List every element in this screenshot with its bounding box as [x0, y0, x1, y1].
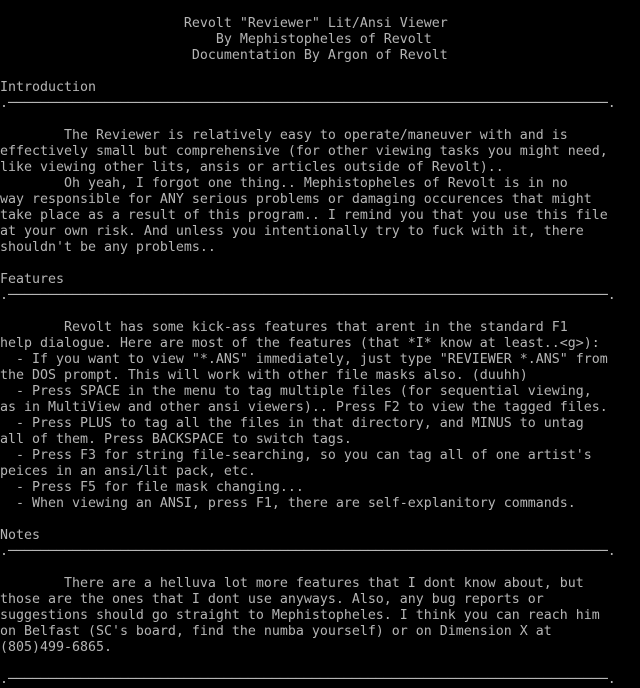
doc-title-line: Revolt "Reviewer" Lit/Ansi Viewer: [0, 16, 448, 31]
feature-list-line: - Press SPACE in the menu to tag multiple files (for sequential viewing,: [0, 384, 592, 399]
feature-list-line: - Press F5 for file mask changing...: [0, 480, 304, 495]
section-divider: .───────────────────────────────────────────────────────────────────────────.: [0, 288, 616, 303]
feature-list-line: the DOS prompt. This will work with other file masks also. (duuhh): [0, 368, 528, 383]
blank-line: [0, 112, 640, 128]
section-heading-notes: Notes: [0, 528, 40, 543]
blank-line: [0, 304, 640, 320]
feature-list-line: - Press PLUS to tag all the files in that directory, and MINUS to untag: [0, 416, 584, 431]
section-divider: .───────────────────────────────────────────────────────────────────────────.: [0, 96, 616, 111]
blank-line: [0, 256, 640, 272]
paragraph-line: take place as a result of this program.. I remind you that you use this file: [0, 208, 608, 223]
paragraph-line: way responsible for ANY serious problems or damaging occurences that might: [0, 192, 592, 207]
feature-list-line: - Press F3 for string file-searching, so you can tag all of one artist's: [0, 448, 592, 463]
paragraph-line: help dialogue. Here are most of the features (that *I* know at least..<g>):: [0, 336, 600, 351]
blank-line: [0, 64, 640, 80]
blank-line: [0, 560, 640, 576]
feature-list-line: - If you want to view "*.ANS" immediately, just type "REVIEWER *.ANS" from: [0, 352, 608, 367]
section-divider: .───────────────────────────────────────────────────────────────────────────.: [0, 544, 616, 559]
paragraph-line: There are a helluva lot more features that I dont know about, but: [0, 576, 584, 591]
doc-credit-line: Documentation By Argon of Revolt: [0, 48, 448, 63]
feature-list-line: all of them. Press BACKSPACE to switch tags.: [0, 432, 352, 447]
phone-number-line: (805)499-6865.: [0, 640, 112, 655]
feature-list-line: - When viewing an ANSI, press F1, there are self-explanitory commands.: [0, 496, 576, 511]
doc-author-line: By Mephistopheles of Revolt: [0, 32, 432, 47]
blank-line: [0, 656, 640, 672]
paragraph-line: suggestions should go straight to Mephistopheles. I think you can reach him: [0, 608, 600, 623]
footer-divider: .───────────────────────────────────────────────────────────────────────────.: [0, 672, 616, 687]
feature-list-line: peices in an ansi/lit pack, etc.: [0, 464, 256, 479]
feature-list-line: as in MultiView and other ansi viewers).. Press F2 to view the tagged files.: [0, 400, 608, 415]
blank-line: [0, 0, 640, 16]
paragraph-line: on Belfast (SC's board, find the numba yourself) or on Dimension X at: [0, 624, 552, 639]
section-heading-features: Features: [0, 272, 64, 287]
paragraph-line: shouldn't be any problems..: [0, 240, 216, 255]
paragraph-line: effectively small but comprehensive (for other viewing tasks you might need,: [0, 144, 608, 159]
paragraph-line: Oh yeah, I forgot one thing.. Mephistopheles of Revolt is in no: [0, 176, 568, 191]
section-heading-introduction: Introduction: [0, 80, 96, 95]
blank-line: [0, 512, 640, 528]
paragraph-line: those are the ones that I dont use anyways. Also, any bug reports or: [0, 592, 544, 607]
paragraph-line: Revolt has some kick-ass features that arent in the standard F1: [0, 320, 568, 335]
paragraph-line: at your own risk. And unless you intentionally try to fuck with it, there: [0, 224, 584, 239]
paragraph-line: like viewing other lits, ansis or articles outside of Revolt)..: [0, 160, 504, 175]
paragraph-line: The Reviewer is relatively easy to operate/maneuver with and is: [0, 128, 568, 143]
